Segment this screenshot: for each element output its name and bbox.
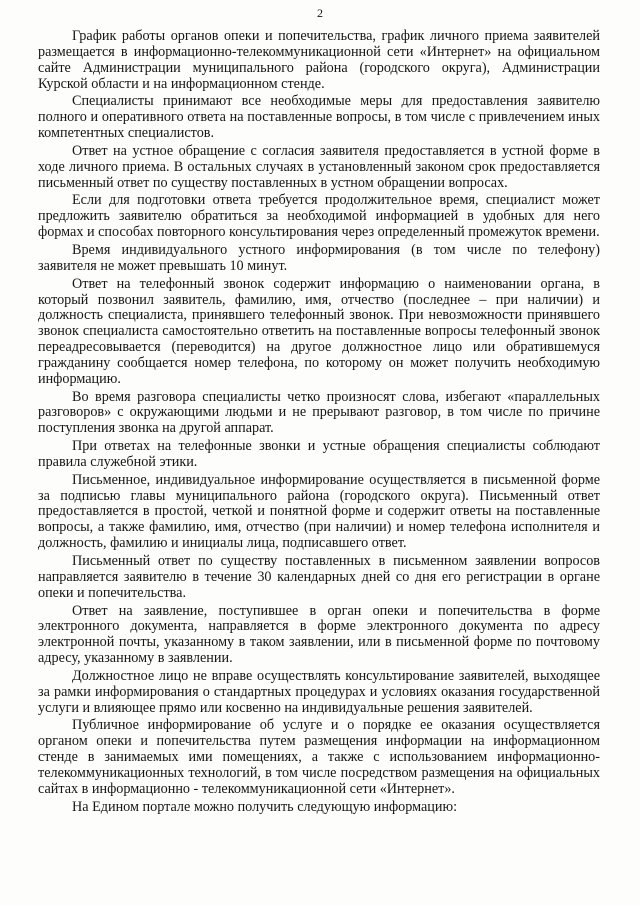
paragraph-long-preparation: Если для подготовки ответа требуется продолжительное время, специалист может предложить заявителю обратиться за необходимой информацией в удобных для него формах и способах повторного консультирования через определенный промежуток времени. bbox=[38, 192, 600, 241]
paragraph-work-schedule: График работы органов опеки и попечительства, график личного приема заявителей размещается в информационно-телекоммуникационной сети «Интернет» на официальном сайте Администрации муниципального района (городского округа), Администрации Курской области и на информационном стенде. bbox=[38, 28, 600, 92]
paragraph-electronic-answer: Ответ на заявление, поступившее в орган опеки и попечительства в форме электронного документа, направляется в форме электронного документа по адресу электронной почты, указанному в таком заявлении, или в письменной форме по почтовому адресу, указанному в заявлении. bbox=[38, 602, 600, 667]
paragraph-written-answer-term: Письменный ответ по существу поставленных в письменном заявлении вопросов направляется заявителю в течение 30 календарных дней со дня его регистрации в органе опеки и попечительства. bbox=[38, 553, 600, 601]
document-body bbox=[38, 29, 600, 818]
paragraph-written-informing: Письменное, индивидуальное информирование осуществляется в письменной форме за подписью главы муниципального района (городского округа). Письменный ответ предоставляется в простой, четкой и понятной форме и содержит ответы на поставленные вопросы, а также фамилию, имя, отчество (при наличии) и номер телефона исполнителя и должность, фамилию и инициалы лица, подписавшего ответ. bbox=[38, 471, 600, 552]
paragraph-public-informing: Публичное информирование об услуге и о порядке ее оказания осуществляется органом опеки и попечительства путем размещения информации на информационном стенде в занимаемых ими помещениях, а также с использованием информационно-телекоммуникационных технологий, в том числе посредством размещения на официальных сайтах в информационно - телекоммуникационной сети «Интернет». bbox=[38, 717, 600, 797]
paragraph-unified-portal: На Едином портале можно получить следующую информацию: bbox=[72, 798, 458, 815]
paragraph-oral-time-limit: Время индивидуального устного информирования (в том числе по телефону) заявителя не может превышать 10 минут. bbox=[38, 241, 600, 274]
page-number: 2 bbox=[317, 6, 323, 20]
paragraph-specialists-measures: Специалисты принимают все необходимые меры для предоставления заявителю полного и оперативного ответа на поставленные вопросы, в том числе с привлечением иных компетентных специалистов. bbox=[38, 93, 600, 142]
paragraph-consulting-limits: Должностное лицо не вправе осуществлять консультирование заявителей, выходящее за рамки информирования о стандартных процедурах и условиях оказания государственной услуги и влияющее прямо или косвенно на индивидуальные решения заявителей. bbox=[38, 667, 600, 716]
paragraph-conversation-rules: Во время разговора специалисты четко произносят слова, избегают «параллельных разговоров» с окружающими людьми и не прерывают разговор, в том числе по причине поступления звонка на другой аппарат. bbox=[38, 388, 600, 437]
paragraph-service-ethics: При ответах на телефонные звонки и устные обращения специалисты соблюдают правила служебной этики. bbox=[38, 438, 600, 470]
paragraph-phone-call-answer: Ответ на телефонный звонок содержит информацию о наименовании органа, в который позвонил заявитель, фамилию, имя, отчество (последнее – при наличии) и должность специалиста, принявшего телефонный звонок. При невозможности принявшего звонок специалиста самостоятельно ответить на поставленные вопросы телефонный звонок переадресовывается (переводится) на другое должностное лицо или обратившемуся гражданину сообщается номер телефона, по которому он может получить необходимую информацию. bbox=[38, 275, 600, 387]
paragraph-oral-response: Ответ на устное обращение с согласия заявителя предоставляется в устной форме в ходе личного приема. В остальных случаях в установленный законом срок предоставляется письменный ответ по существу поставленных в устном обращении вопросах. bbox=[38, 142, 600, 191]
